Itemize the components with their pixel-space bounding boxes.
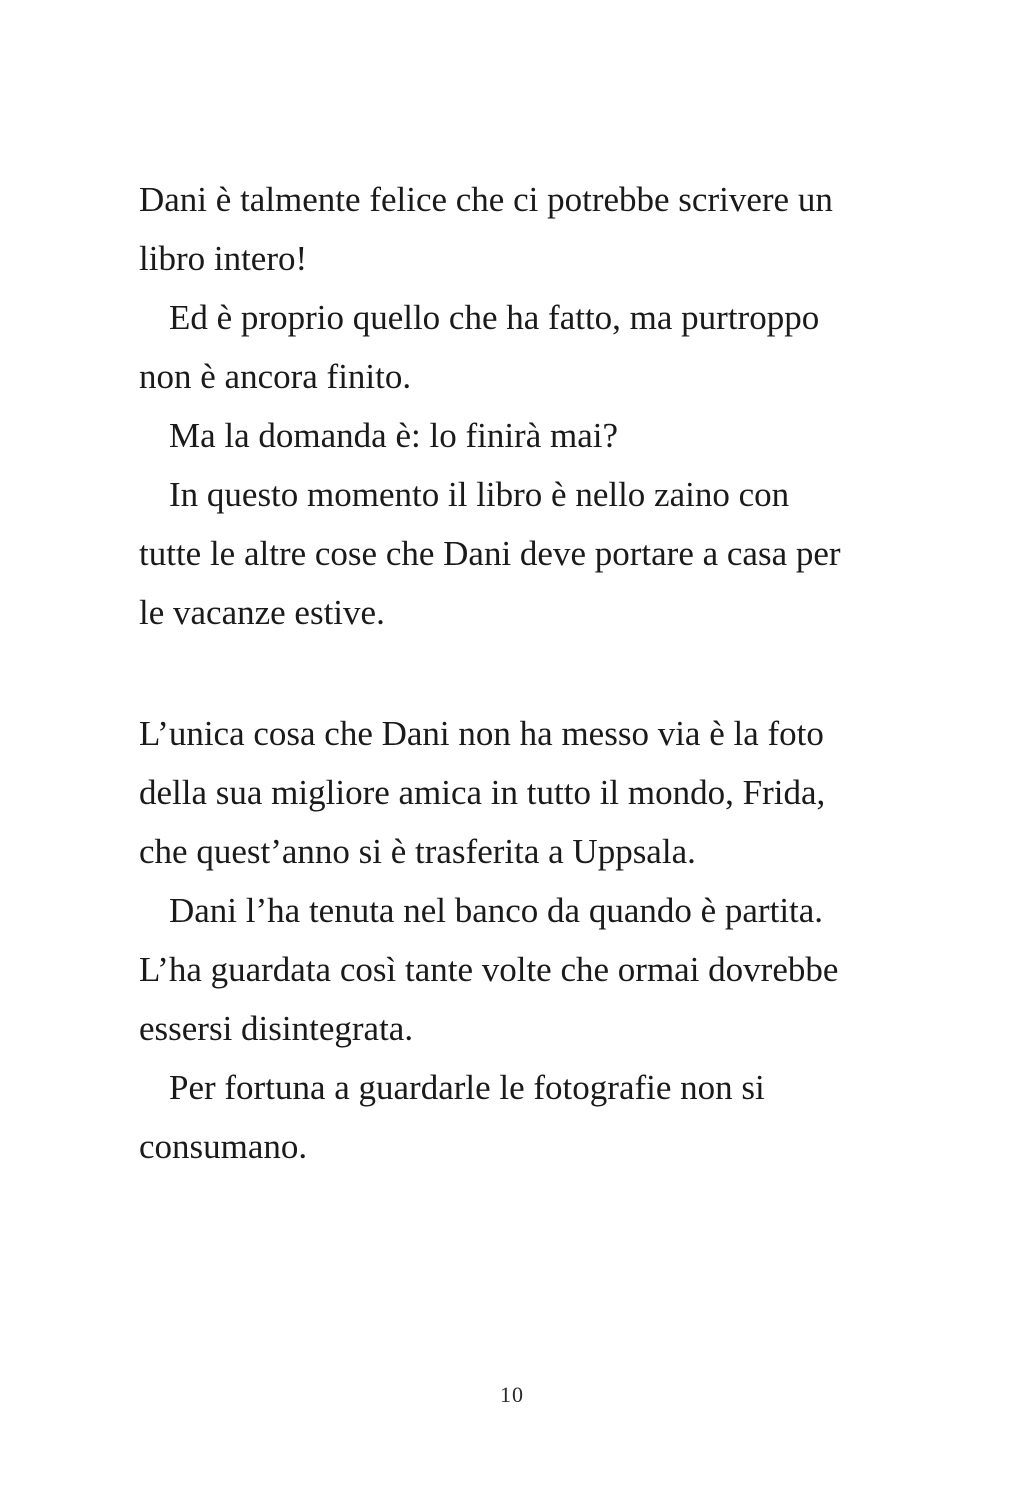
paragraph xyxy=(139,465,899,642)
text-line: L’ha guardata così tante volte che ormai dovrebbe xyxy=(139,950,839,989)
paragraph xyxy=(139,1058,899,1176)
text-line: tutte le altre cose che Dani deve portare a casa per xyxy=(139,534,841,573)
text-line: Dani l’ha tenuta nel banco da quando è partita. xyxy=(169,891,824,930)
paragraph xyxy=(139,406,899,465)
text-line: Ed è proprio quello che ha fatto, ma purtroppo xyxy=(169,298,820,337)
paragraph xyxy=(139,704,899,881)
paragraph xyxy=(139,288,899,406)
paragraph xyxy=(139,170,899,288)
text-section-2 xyxy=(139,704,899,1176)
text-line: Ma la domanda è: lo finirà mai? xyxy=(169,416,619,455)
text-line: In questo momento il libro è nello zaino con xyxy=(169,475,790,514)
text-line: le vacanze estive. xyxy=(139,593,385,632)
text-line: L’unica cosa che Dani non ha messo via è la foto xyxy=(139,714,824,753)
text-line: libro intero! xyxy=(139,239,308,278)
paragraph xyxy=(139,881,899,1058)
text-line: Per fortuna a guardarle le fotografie non si xyxy=(169,1068,765,1107)
text-line: non è ancora finito. xyxy=(139,357,412,396)
text-line: che quest’anno si è trasferita a Uppsala. xyxy=(139,832,696,871)
text-section-1 xyxy=(139,170,899,642)
text-line: essersi disintegrata. xyxy=(139,1009,414,1048)
page-number: 10 xyxy=(500,1382,524,1407)
text-line: Dani è talmente felice che ci potrebbe scrivere un xyxy=(139,180,833,219)
text-line: consumano. xyxy=(139,1127,308,1166)
text-line: della sua migliore amica in tutto il mondo, Frida, xyxy=(139,773,826,812)
